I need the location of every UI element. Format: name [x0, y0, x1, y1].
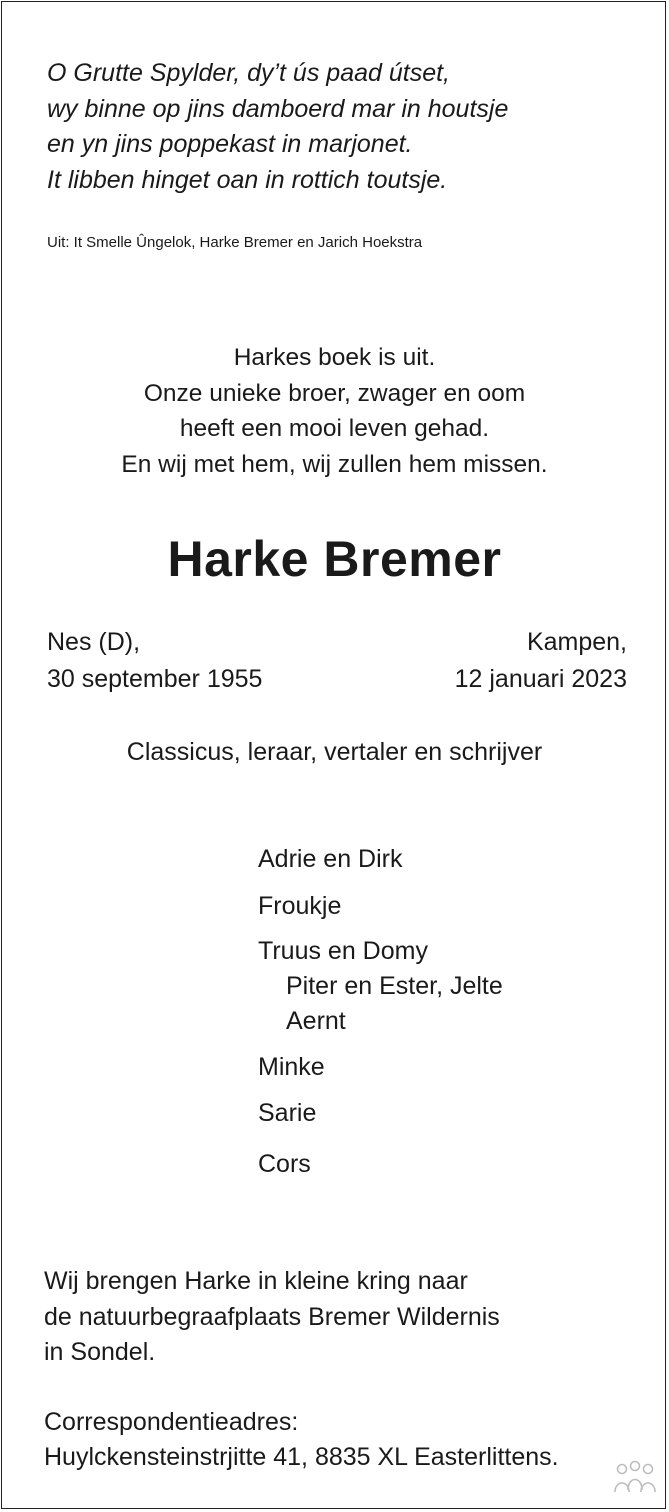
funeral-info — [44, 1264, 500, 1371]
poem-source: Uit: It Smelle Ûngelok, Harke Bremer en Jarich Hoekstra — [47, 234, 423, 251]
poem-line: en yn jins poppekast in marjonet. — [47, 130, 413, 158]
intro-text — [0, 340, 669, 482]
birth-place: Nes (D), — [47, 628, 141, 656]
poem — [47, 56, 508, 198]
profession: Classicus, leraar, vertaler en schrijver — [126, 738, 543, 766]
birth-info — [47, 624, 262, 698]
family-member: Froukje — [258, 892, 342, 920]
intro-line: Harkes boek is uit. — [233, 344, 436, 371]
intro-line: En wij met hem, wij zullen hem missen. — [121, 450, 548, 478]
poem-line: It libben hinget oan in rottich toutsje. — [47, 165, 448, 194]
family-member: Sarie — [258, 1099, 317, 1127]
family-member-child: Piter en Ester, Jelte — [286, 972, 503, 1000]
correspondence — [44, 1405, 559, 1475]
deceased-name: Harke Bremer — [167, 531, 502, 587]
funeral-line: in Sondel. — [44, 1338, 156, 1366]
birth-date: 30 september 1955 — [47, 665, 263, 693]
death-place: Kampen, — [526, 628, 627, 656]
family-member: Truus en Domy — [258, 937, 428, 965]
funeral-line: de natuurbegraafplaats Bremer Wildernis — [44, 1302, 500, 1331]
poem-line: O Grutte Spylder, dy’t ús paad útset, — [47, 59, 450, 87]
poem-line: wy binne op jins damboerd mar in houtsje — [47, 94, 509, 123]
correspondence-label: Correspondentieadres: — [44, 1408, 299, 1436]
family-member: Minke — [258, 1053, 325, 1081]
funeral-line: Wij brengen Harke in kleine kring naar — [44, 1267, 468, 1295]
death-date: 12 januari 2023 — [454, 665, 627, 693]
family-member-child: Aernt — [286, 1007, 346, 1035]
intro-line: heeft een mooi leven gehad. — [179, 415, 490, 442]
intro-line: Onze unieke broer, zwager en oom — [143, 379, 526, 407]
correspondence-address: Huylckensteinstrjitte 41, 8835 XL Easterlittens. — [44, 1443, 559, 1471]
family-member: Cors — [258, 1150, 311, 1178]
people-group-icon — [612, 1460, 658, 1500]
death-info — [455, 624, 627, 698]
family-member: Adrie en Dirk — [258, 845, 403, 873]
